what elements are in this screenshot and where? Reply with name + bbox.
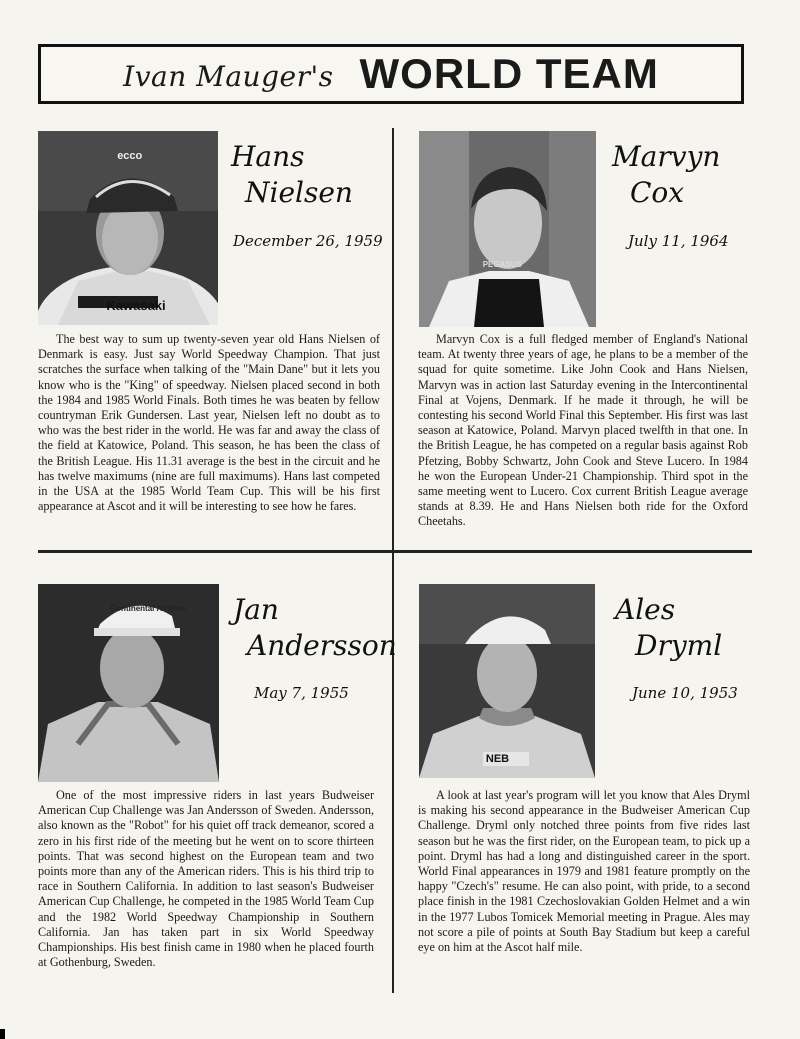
page-header [38, 44, 744, 104]
photo-text: ecco [117, 150, 143, 163]
vertical-divider-top [392, 128, 394, 550]
page-title: WORLD TEAM [359, 50, 659, 97]
page-corner-mark [0, 1029, 5, 1039]
photo-text: PEGASUS [482, 260, 522, 270]
rider-last-name: Dryml [635, 629, 723, 662]
horizontal-divider [38, 550, 752, 553]
rider-dob-dryml: June 10, 1953 [632, 684, 738, 702]
rider-name-dryml [615, 592, 722, 664]
rider-name-nielsen [231, 139, 353, 211]
rider-photo-dryml [419, 584, 595, 778]
rider-first-name: Ales [615, 593, 676, 626]
rider-bio-andersson: One of the most impressive riders in last years Budweiser American Cup Challenge was Jan Andersson of Sweden. Andersson, also known as the "Robot" for his quiet off track demeanor, scored a zero in his first ride of the meeting but he went on to score thirteen points. That was second highest on the European team and two points more than any of the American riders. This is his third trip to race in Southern California. In addition to last season's Budweiser American Cup Challenge, he competed in the 1985 World Team Cup and the 1982 World Speedway Championship in Southern California. Jan has taken part in six World Speedway Championships. His best finish came in 1980 when he placed fourth at Gothenburg, Sweden. [38, 788, 374, 970]
rider-dob-cox: July 11, 1964 [628, 232, 729, 250]
rider-dob-andersson: May 7, 1955 [254, 684, 349, 702]
header-script-text: Ivan Mauger's [123, 59, 334, 93]
photo-text: Continental Airlines [110, 603, 186, 613]
photo-text: Kawasaki [106, 297, 166, 313]
rider-name-andersson [233, 592, 397, 664]
rider-dob-nielsen: December 26, 1959 [233, 232, 383, 250]
rider-photo-andersson [38, 584, 219, 782]
rider-photo-nielsen [38, 131, 218, 325]
rider-first-name: Hans [231, 140, 305, 173]
rider-last-name: Andersson [247, 629, 397, 662]
rider-bio-dryml: A look at last year's program will let you know that Ales Dryml is making his second appearance in the Budweiser American Cup Challenge. Dryml only notched three points from five rides last season but he was the first rider, on the European team, to pick up a point. Dryml has had a long and distinguished career in the sport. World Final appearances in 1979 and 1981 feature promptly on the happy "Czech's" resume. He can also point, with pride, to a second place finish in the 1981 Czechoslovakian Golden Helmet and a win in the 1977 Lubos Tomicek Memorial meeting in Prague. Ales may not score a pile of points at South Bay Stadium but keep a careful eye on him at the Ascot half mile. [418, 788, 750, 955]
rider-bio-nielsen: The best way to sum up twenty-seven year old Hans Nielsen of Denmark is easy. Just say World Speedway Champion. That just scratches the surface when talking of the "Main Dane" but it lets you know who is the "King" of speedway. Nielsen placed second in both the 1984 and 1985 World Finals. Both times he was beaten by fellow countryman Erik Gundersen. Last year, Nielsen left no doubt as to who was the best rider in the world. He was far and away the class of the field at Katowice, Poland. This season, he has been the class of the British League. His 11.31 average is the best in the circuit and he has twelve maximums (nine are full maximums). Hans last competed in the USA at the 1985 World Team Cup. This will be his first appearance at Ascot and it will be interesting to see how he fares. [38, 332, 380, 514]
rider-photo-cox [419, 131, 596, 327]
rider-first-name: Marvyn [612, 140, 721, 173]
rider-bio-cox: Marvyn Cox is a full fledged member of England's National team. At twenty three years of age, he plans to be a member of the squad for quite sometime. Like John Cook and Hans Nielsen, Marvyn was in action last Saturday evening in the Intercontinental Final at Vojens, Denmark. If he made it through, he will be contesting his second World Final this September. His first was last season at Katowice, Poland. Marvyn placed twelfth in that one. In the British League, he has competed on a regular basis against Rob Pfetzing, Bobby Schwartz, John Cook and Steve Lucero. In 1984 he won the European Under-21 Championship. Third spot in the same meeting went to Lucero. Cox current British League average stands at 8.39. He and Hans Nielsen both ride for the Oxford Cheetahs. [418, 332, 748, 529]
rider-last-name: Nielsen [245, 176, 353, 209]
rider-name-cox [612, 139, 720, 211]
rider-first-name: Jan [233, 593, 279, 626]
photo-text: NEB [485, 752, 510, 765]
rider-last-name: Cox [630, 176, 685, 209]
